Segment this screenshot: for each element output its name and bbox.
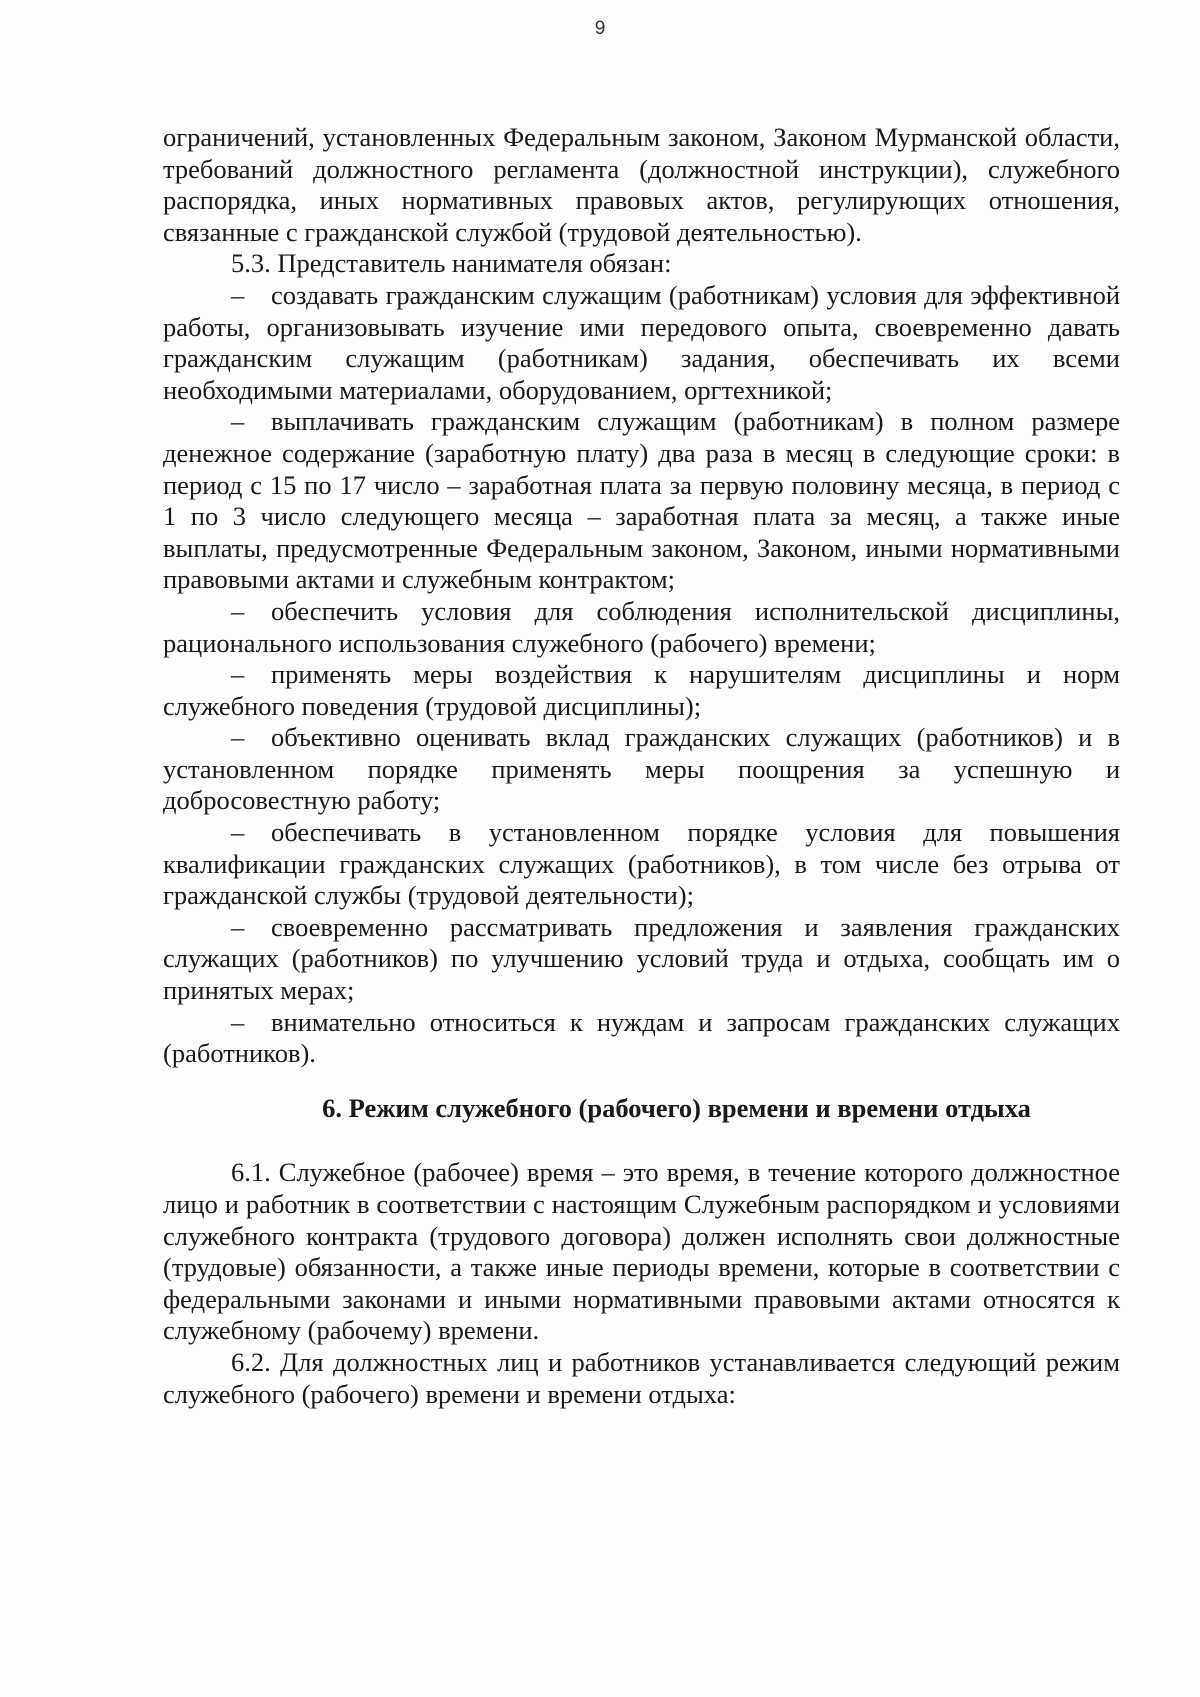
dash-marker: – (231, 595, 245, 626)
clause-6-2: 6.2. Для должностных лиц и работников устанавливается следующий режим служебного (рабочего) времени и времени отдыха: (163, 1346, 1120, 1409)
section-6-heading: 6. Режим служебного (рабочего) времени и времени отдыха (322, 1092, 1031, 1123)
page-number: 9 (594, 18, 606, 39)
obligation-text: обеспечить условия для соблюдения исполнительской дисциплины, рационального использования служебного (рабочего) времени; (163, 595, 1120, 658)
dash-marker: – (231, 722, 245, 753)
obligation-item (163, 817, 1120, 912)
clause-5-3: 5.3. Представитель нанимателя обязан: (231, 248, 672, 279)
obligation-item (163, 596, 1120, 659)
document-body (163, 122, 1120, 1410)
obligation-text: выплачивать гражданским служащим (работникам) в полном размере денежное содержание (заработную плату) два раза в месяц в следующие сроки: в период с 15 по 17 число – заработная плата за первую половину месяца, в период с 1 по 3 число следующего месяца – заработная плата за месяц, а также иные выплаты, предусмотренные Федеральным законом, Законом, иными нормативными правовыми актами и служебным контрактом; (163, 406, 1120, 595)
dash-marker: – (231, 817, 245, 848)
obligation-text: применять меры воздействия к нарушителям дисциплины и норм служебного поведения (трудовой дисциплины); (163, 659, 1120, 721)
dash-marker: – (231, 1006, 245, 1037)
paragraph-continuation: ограничений, установленных Федеральным законом, Законом Мурманской области, требований должностного регламента (должностной инструкции), служебного распорядка, иных нормативных правовых актов, регулирующих отношения, связанные с гражданской службой (трудовой деятельностью). (163, 122, 1120, 247)
obligation-item (163, 1007, 1120, 1070)
dash-marker: – (231, 911, 245, 942)
clause-6-1: 6.1. Служебное (рабочее) время – это время, в течение которого должностное лицо и работник в соответствии с настоящим Служебным распорядком и условиями служебного контракта (трудового договора) должен исполнять свои должностные (трудовые) обязанности, а также иные периоды времени, которые в соответствии с федеральными законами и иными нормативными правовыми актами относятся к служебному (рабочему) времени. (163, 1157, 1120, 1346)
obligation-text: своевременно рассматривать предложения и заявления гражданских служащих (работников) по улучшению условий труда и отдыха, сообщать им о принятых мерах; (163, 911, 1120, 1006)
obligation-text: внимательно относиться к нуждам и запросам гражданских служащих (работников). (163, 1006, 1120, 1069)
dash-marker: – (231, 659, 245, 690)
obligation-text: объективно оценивать вклад гражданских служащих (работников) и в установленном порядке применять меры поощрения за успешную и добросовестную работу; (163, 722, 1120, 816)
dash-marker: – (231, 279, 245, 310)
obligation-text: обеспечивать в установленном порядке условия для повышения квалификации гражданских служащих (работников), в том числе без отрыва от гражданской службы (трудовой деятельности); (163, 817, 1120, 911)
obligation-item (163, 406, 1120, 596)
obligation-item (163, 722, 1120, 817)
dash-marker: – (231, 406, 245, 437)
obligation-item (163, 280, 1120, 406)
obligation-item (163, 912, 1120, 1007)
obligation-item (163, 659, 1120, 722)
obligation-text: создавать гражданским служащим (работникам) условия для эффективной работы, организовывать изучение ими передового опыта, своевременно давать гражданским служащим (работникам) задания, обеспечивать их всеми необходимыми материалами, оборудованием, оргтехникой; (163, 279, 1120, 405)
